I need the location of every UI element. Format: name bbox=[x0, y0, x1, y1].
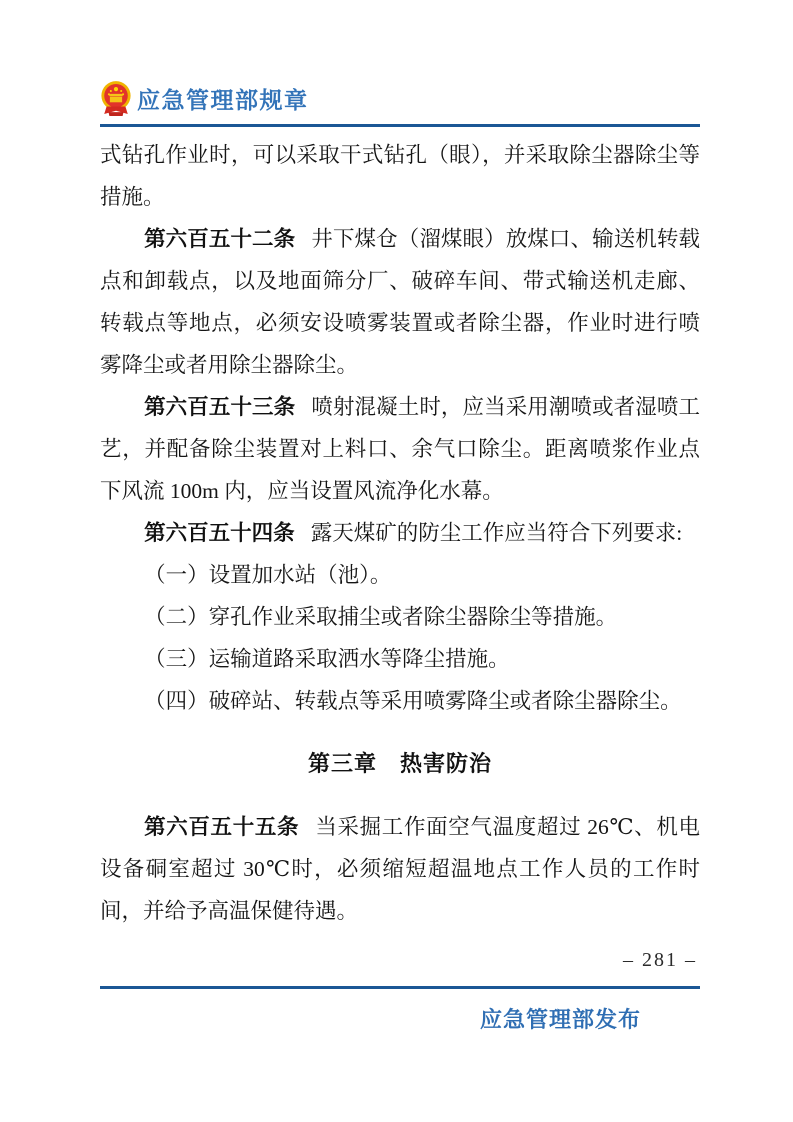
page-number: – 281 – bbox=[623, 949, 697, 971]
article-number-label: 第六百五十三条 bbox=[144, 395, 296, 419]
paragraph bbox=[100, 386, 700, 512]
paragraph-text: 露天煤矿的防尘工作应当符合下列要求: bbox=[310, 521, 683, 545]
paragraph bbox=[100, 134, 700, 218]
header-title: 应急管理部规章 bbox=[137, 86, 309, 113]
paragraph bbox=[100, 512, 700, 554]
paragraph-text: 当采掘工作面空气温度超过 26℃、机电设备硐室超过 30℃时，必须缩短超温地点工作人员的工作时间，并给予高温保健待遇。 bbox=[100, 815, 700, 923]
paragraph-text: 喷射混凝土时，应当采用潮喷或者湿喷工艺，并配备除尘装置对上料口、余气口除尘。距离喷浆作业点下风流 100m 内，应当设置风流净化水幕。 bbox=[100, 395, 700, 503]
document-body bbox=[100, 134, 700, 932]
article-number-label: 第六百五十二条 bbox=[144, 227, 296, 251]
header-divider-line bbox=[100, 124, 700, 127]
page-header bbox=[100, 78, 700, 118]
paragraph-text: （一）设置加水站（池）。 bbox=[144, 563, 392, 587]
paragraph-text: 井下煤仓（溜煤眼）放煤口、输送机转载点和卸载点，以及地面筛分厂、破碎车间、带式输送机走廊、转载点等地点，必须安设喷雾装置或者除尘器，作业时进行喷雾降尘或者用除尘器除尘。 bbox=[100, 227, 700, 377]
paragraph-text: 式钻孔作业时，可以采取干式钻孔（眼），并采取除尘器除尘等措施。 bbox=[100, 143, 700, 209]
paragraph bbox=[100, 554, 700, 596]
paragraph bbox=[100, 806, 700, 932]
paragraph-text: （二）穿孔作业采取捕尘或者除尘器除尘等措施。 bbox=[144, 605, 618, 629]
paragraph-text: （四）破碎站、转载点等采用喷雾降尘或者除尘器除尘。 bbox=[144, 689, 682, 713]
paragraph bbox=[100, 638, 700, 680]
chapter-heading: 第三章 热害防治 bbox=[307, 751, 492, 776]
paragraph bbox=[100, 218, 700, 386]
paragraph-text: （三）运输道路采取洒水等降尘措施。 bbox=[144, 647, 510, 671]
article-number-label: 第六百五十五条 bbox=[144, 815, 300, 839]
paragraph bbox=[100, 596, 700, 638]
footer-divider-line bbox=[100, 986, 700, 989]
article-number-label: 第六百五十四条 bbox=[144, 521, 295, 545]
national-emblem-icon bbox=[100, 80, 132, 118]
paragraph bbox=[100, 680, 700, 722]
footer-publisher: 应急管理部发布 bbox=[479, 1007, 641, 1032]
